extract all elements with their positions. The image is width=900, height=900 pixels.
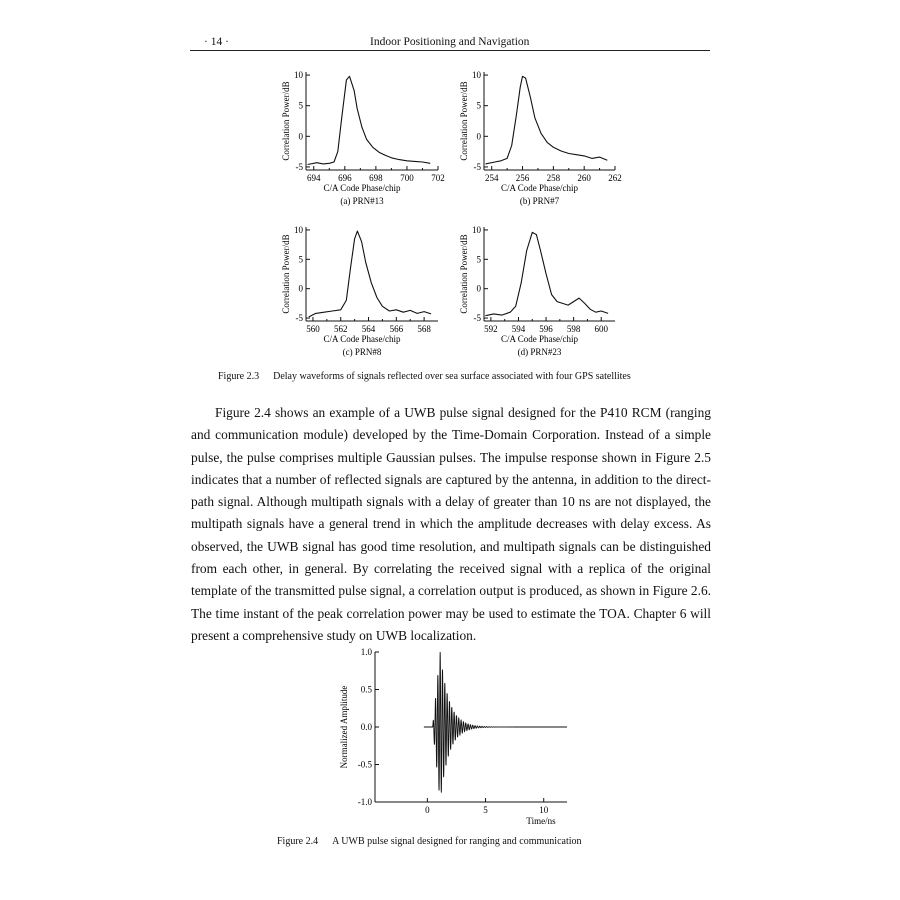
chart-2-title: (b) PRN#7 [519, 196, 560, 206]
chart-2-xtick-label: 262 [608, 173, 622, 183]
chart-1-ytick-label: 0 [298, 131, 303, 142]
chart-1-ytick-label: -5 [295, 161, 303, 172]
chart-5-xlabel: Time/ns [526, 816, 556, 826]
chart-4-title: (d) PRN#23 [517, 347, 562, 357]
chart-2-xlabel: C/A Code Phase/chip [501, 183, 578, 193]
figure-2-3-caption [218, 371, 631, 382]
chart-2-ytick-label: -5 [473, 161, 481, 172]
running-title: Indoor Positioning and Navigation [370, 36, 530, 48]
chart-4-xtick-label: 594 [511, 324, 526, 334]
chart-4-xtick-label: 596 [539, 324, 553, 334]
chart-1-ylabel: Correlation Power/dB [281, 81, 291, 161]
chart-3-xtick-label: 562 [333, 324, 348, 334]
figure-2-4-caption [277, 836, 582, 847]
chart-4-xtick-label: 600 [594, 324, 608, 334]
chart-3-xtick-label: 566 [389, 324, 404, 334]
chart-2-xtick-label: 256 [515, 173, 530, 183]
chart-5-ytick-label: 1.0 [360, 647, 372, 657]
chart-1-title: (a) PRN#13 [340, 196, 384, 206]
chart-3-xtick-label: 564 [361, 324, 376, 334]
chart-3-series-line [309, 231, 431, 317]
chart-5-ytick-label: 0.5 [360, 684, 372, 695]
chart-5-ytick-label: -1.0 [357, 797, 372, 807]
chart-1-ytick-label: 10 [294, 70, 303, 81]
figure-2-4-caption-text: A UWB pulse signal designed for ranging and communication [332, 836, 582, 847]
chart-3-ytick-label: 5 [298, 254, 303, 265]
chart-2-ytick-label: 5 [476, 100, 481, 111]
chart-1-ytick-label: 5 [298, 100, 303, 111]
chart-1-xlabel: C/A Code Phase/chip [323, 183, 401, 193]
chart-5-ytick-label: 0.0 [360, 722, 372, 732]
chart-1-xtick-label: 698 [369, 173, 383, 183]
chart-5-ytick-label: -0.5 [357, 759, 372, 770]
chart-2-series-line [486, 76, 608, 164]
chart-3-xtick-label: 568 [417, 324, 431, 334]
chart-2-xtick-label: 260 [577, 173, 591, 183]
chart-5-ylabel: Normalized Amplitude [339, 685, 349, 769]
chart-5-xtick-label: 10 [539, 805, 549, 815]
chart-3-ylabel: Correlation Power/dB [281, 234, 291, 314]
chart-5-xtick-label: 0 [425, 805, 430, 815]
chart-2-xtick-label: 258 [546, 173, 561, 183]
chart-3-title: (c) PRN#8 [342, 347, 382, 357]
figure-2-4-caption-number: Figure 2.4 [277, 836, 319, 847]
chart-4-ytick-label: -5 [473, 313, 481, 324]
chart-1-xtick-label: 702 [431, 173, 445, 183]
chart-2-ylabel: Correlation Power/dB [459, 81, 469, 161]
chart-3-ytick-label: -5 [295, 313, 303, 324]
chart-4-ytick-label: 0 [476, 283, 481, 294]
chart-3-ytick-label: 0 [298, 283, 303, 294]
chart-4-series-line [485, 232, 608, 315]
figure-2-3-caption-number: Figure 2.3 [218, 371, 260, 382]
chart-4-ylabel: Correlation Power/dB [459, 234, 469, 314]
body-paragraph: Figure 2.4 shows an example of a UWB pulse signal designed for the P410 RCM (ranging and communication module) developed by the Time-Domain Corporation. Instead of a simple pulse, the pulse comprises multiple Gaussian pulses. The impulse response shown in Figure 2.5 indicates that a number of reflected signals are captured by the antenna, in addition to the direct-path signal. Although multipath signals with a delay of greater than 10 ns are not displayed, the multipath signals have a general trend in which the amplitude decreases with delay excess. As observed, the UWB signal has good time resolution, and multipath signals can be distinguished from each other, in general. By correlating the received signal with a replica of the original template of the transmitted pulse signal, a correlation output is produced, as shown in Figure 2.6. The time instant of the peak correlation power may be used to estimate the TOA. Chapter 6 will present a comprehensive study on UWB localization. [191, 405, 711, 643]
chart-5-series-line [424, 652, 567, 793]
chart-3-xtick-label: 560 [306, 324, 320, 334]
chart-4-xtick-label: 592 [484, 324, 498, 334]
chart-2-ytick-label: 0 [476, 131, 481, 142]
chart-1-xtick-label: 696 [338, 173, 352, 183]
chart-4-xlabel: C/A Code Phase/chip [501, 334, 578, 344]
chart-1-xtick-label: 694 [307, 173, 321, 183]
chart-3-xlabel: C/A Code Phase/chip [323, 334, 401, 344]
chart-4-ytick-label: 5 [476, 254, 481, 265]
chart-2-ytick-label: 10 [472, 70, 481, 81]
chart-1-series-line [308, 76, 431, 164]
figure-2-3-caption-text: Delay waveforms of signals reflected over sea surface associated with four GPS satellites [273, 371, 631, 382]
chart-5-xtick-label: 5 [483, 805, 488, 815]
chart-1-xtick-label: 700 [400, 173, 414, 183]
chart-3-ytick-label: 10 [294, 224, 303, 235]
chart-4-ytick-label: 10 [472, 224, 481, 235]
chart-2-xtick-label: 254 [484, 173, 499, 183]
chart-4-xtick-label: 598 [566, 324, 581, 334]
page-number: · 14 · [204, 36, 229, 48]
